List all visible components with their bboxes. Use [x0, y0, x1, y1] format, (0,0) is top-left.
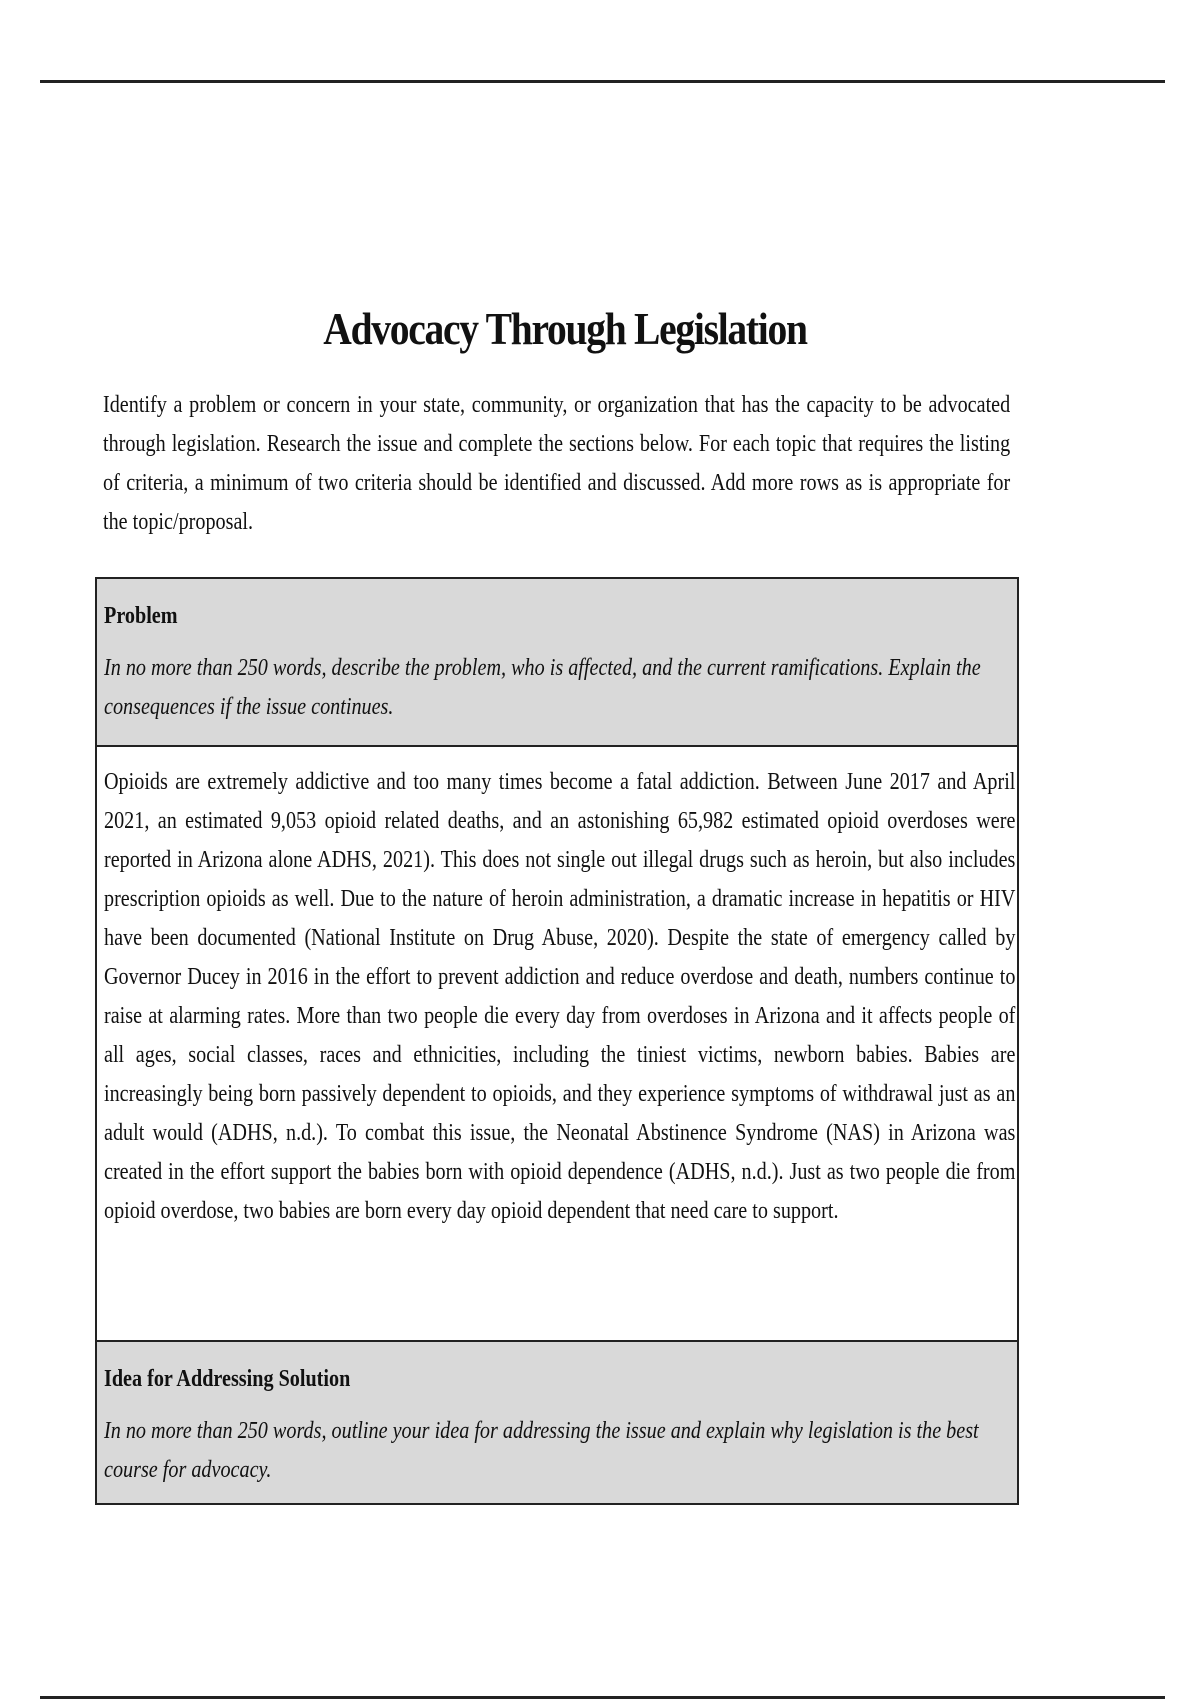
problem-response-row[interactable]	[97, 747, 1017, 1342]
bottom-rule	[40, 1696, 1165, 1699]
advocacy-form-table	[95, 577, 1019, 1505]
problem-header-row	[97, 579, 1017, 747]
problem-response-content	[104, 763, 1015, 1231]
problem-prompt: In no more than 250 words, describe the problem, who is affected, and the current ramifications. Explain the consequences if the issue continues.	[104, 655, 981, 720]
idea-prompt: In no more than 250 words, outline your idea for addressing the issue and explain why legislation is the best course for advocacy.	[104, 1418, 979, 1483]
idea-header-row	[97, 1342, 1017, 1503]
document-title: Advocacy Through Legislation	[323, 303, 807, 354]
problem-response-text: Opioids are extremely addictive and too many times become a fatal addiction. Between June 2017 and April 2021, an estimated 9,053 opioid related deaths, and an astonishing 65,982 estimated opioid overdoses were reported in Arizona alone ADHS, 2021). This does not single out illegal drugs such as heroin, but also includes prescription opioids as well. Due to the nature of heroin administration, a dramatic increase in hepatitis or HIV have been documented (National Institute on Drug Abuse, 2020). Despite the state of emergency called by Governor Ducey in 2016 in the effort to prevent addiction and reduce overdose and death, numbers continue to raise at alarming rates. More than two people die every day from overdoses in Arizona and it affects people of all ages, social classes, races and ethnicities, including the tiniest victims, newborn babies. Babies are increasingly being born passively dependent to opioids, and they experience symptoms of withdrawal just as an adult would (ADHS, n.d.). To combat this issue, the Neonatal Abstinence Syndrome (NAS) in Arizona was created in the effort support the babies born with opioid dependence (ADHS, n.d.). Just as two people die from opioid overdose, two babies are born every day opioid dependent that need care to support.	[104, 769, 1016, 1224]
idea-header-content	[104, 1364, 1015, 1490]
idea-heading: Idea for Addressing Solution	[104, 1366, 351, 1392]
intro-paragraph: Identify a problem or concern in your state, community, or organization that has the capacity to be advocated through legislation. Research the issue and complete the sections below. For each topic that requires the listing of criteria, a minimum of two criteria should be identified and discussed. Add more rows as is appropriate for the topic/proposal.	[103, 392, 1011, 535]
problem-header-content	[104, 601, 1015, 727]
problem-heading: Problem	[104, 603, 178, 629]
top-rule	[40, 80, 1165, 83]
